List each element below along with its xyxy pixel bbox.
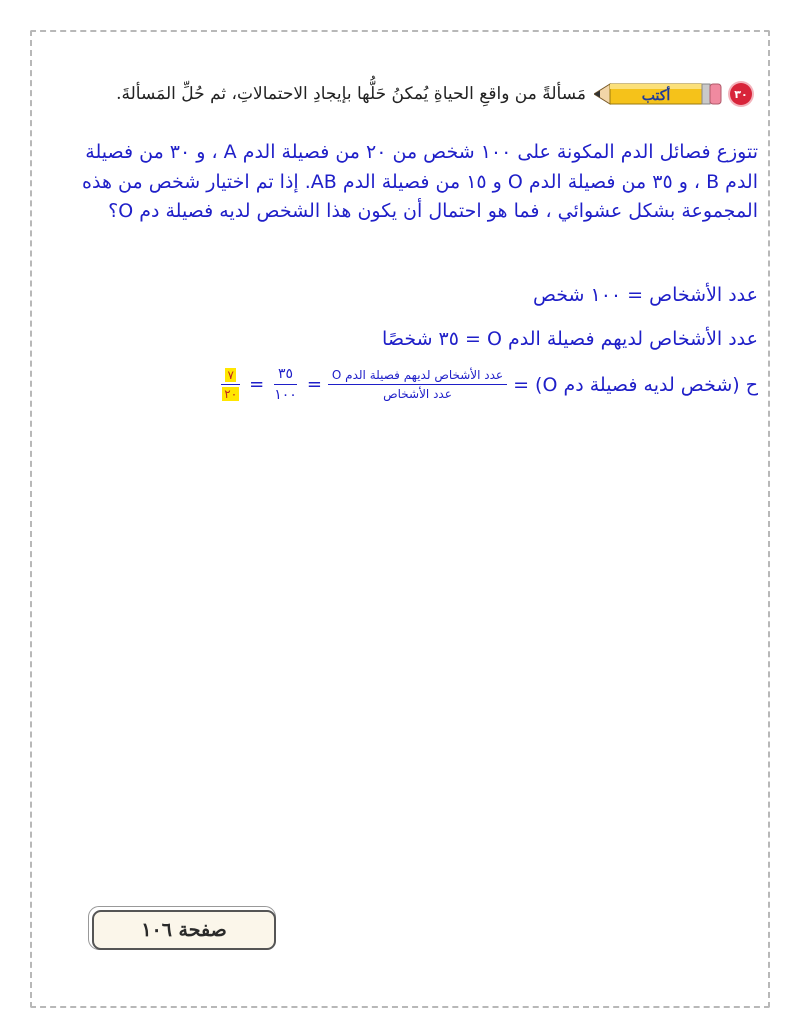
equals-sign: = [306, 374, 322, 395]
question-instruction: مَسألةً من واقعِ الحياةِ يُمكنُ حَلُّها بإيجادِ الاحتمالاتِ، ثم حُلِّ المَسألةَ. [116, 84, 586, 104]
question-number-badge: ٣٠ [730, 83, 752, 105]
type-o-count-line: عدد الأشخاص لديهم فصيلة الدم O = ٣٥ شخصًا [382, 328, 758, 350]
formula-lhs: ح (شخص لديه فصيلة دم O) = [513, 373, 758, 396]
pencil-icon [594, 79, 722, 109]
question-header [40, 78, 752, 110]
equals-sign-2: = [249, 374, 265, 395]
total-people-line: عدد الأشخاص = ١٠٠ شخص [532, 284, 758, 306]
problem-text: تتوزع فصائل الدم المكونة على ١٠٠ شخص من ٢٠ من فصيلة الدم A ، و ٣٠ من فصيلة الدم B ، و ٣٥ من فصيلة الدم O و ١٥ من فصيلة الدم AB. إذا تم اختيار شخص من هذه المجموعة بشكل عشوائي ، فما هو احتمال أن يكون هذا الشخص لديه فصيلة دم O؟ [82, 141, 758, 222]
answer-body [58, 138, 758, 227]
simplified-numerator: ٧ [227, 368, 234, 382]
word-fraction-denominator: عدد الأشخاص [383, 387, 452, 401]
numeric-fraction-denominator: ١٠٠ [274, 387, 297, 403]
section-label: أكتب [641, 88, 671, 104]
simplified-fraction [218, 368, 243, 401]
numeric-fraction [270, 366, 301, 403]
simplified-denominator: ٢٠ [224, 387, 238, 401]
page-number-label: صفحة ١٠٦ [92, 910, 276, 950]
word-fraction-numerator: عدد الأشخاص لديهم فصيلة الدم O [328, 368, 507, 385]
word-fraction [328, 368, 507, 401]
probability-formula [218, 366, 758, 403]
numeric-fraction-numerator: ٣٥ [274, 366, 297, 385]
